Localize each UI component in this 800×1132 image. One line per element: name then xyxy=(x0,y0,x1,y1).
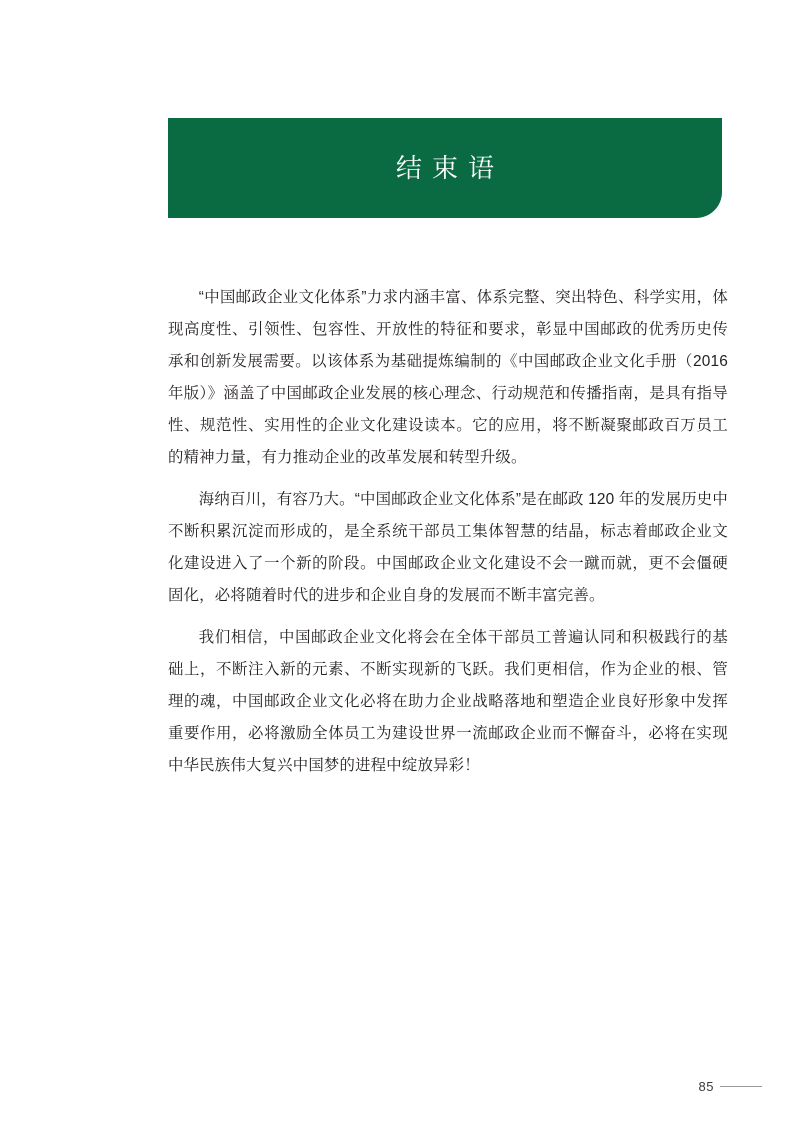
body-content xyxy=(168,282,728,792)
paragraph: 我们相信，中国邮政企业文化将会在全体干部员工普遍认同和积极践行的基础上，不断注入新的元素、不断实现新的飞跃。我们更相信，作为企业的根、管理的魂，中国邮政企业文化必将在助力企业战略落地和塑造企业良好形象中发挥重要作用，必将激励全体员工为建设世界一流邮政企业而不懈奋斗，必将在实现中华民族伟大复兴中国梦的进程中绽放异彩！ xyxy=(168,629,728,774)
paragraph: 海纳百川，有容乃大。“中国邮政企业文化体系”是在邮政 120 年的发展历史中不断积累沉淀而形成的，是全系统干部员工集体智慧的结晶，标志着邮政企业文化建设进入了一个新的阶段。中国邮政企业文化建设不会一蹴而就，更不会僵硬固化，必将随着时代的进步和企业自身的发展而不断丰富完善。 xyxy=(168,491,728,604)
footer-rule xyxy=(720,1086,762,1087)
section-header-band xyxy=(168,118,722,218)
page-title: 结束语 xyxy=(395,153,504,183)
page-footer xyxy=(699,1079,762,1094)
paragraph: “中国邮政企业文化体系”力求内涵丰富、体系完整、突出特色、科学实用，体现高度性、引领性、包容性、开放性的特征和要求，彰显中国邮政的优秀历史传承和创新发展需要。以该体系为基础提炼编制的《中国邮政企业文化手册（2016年版）》涵盖了中国邮政企业发展的核心理念、行动规范和传播指南，是具有指导性、规范性、实用性的企业文化建设读本。它的应用，将不断凝聚邮政百万员工的精神力量，有力推动企业的改革发展和转型升级。 xyxy=(168,289,728,466)
page-number: 85 xyxy=(698,1079,714,1094)
